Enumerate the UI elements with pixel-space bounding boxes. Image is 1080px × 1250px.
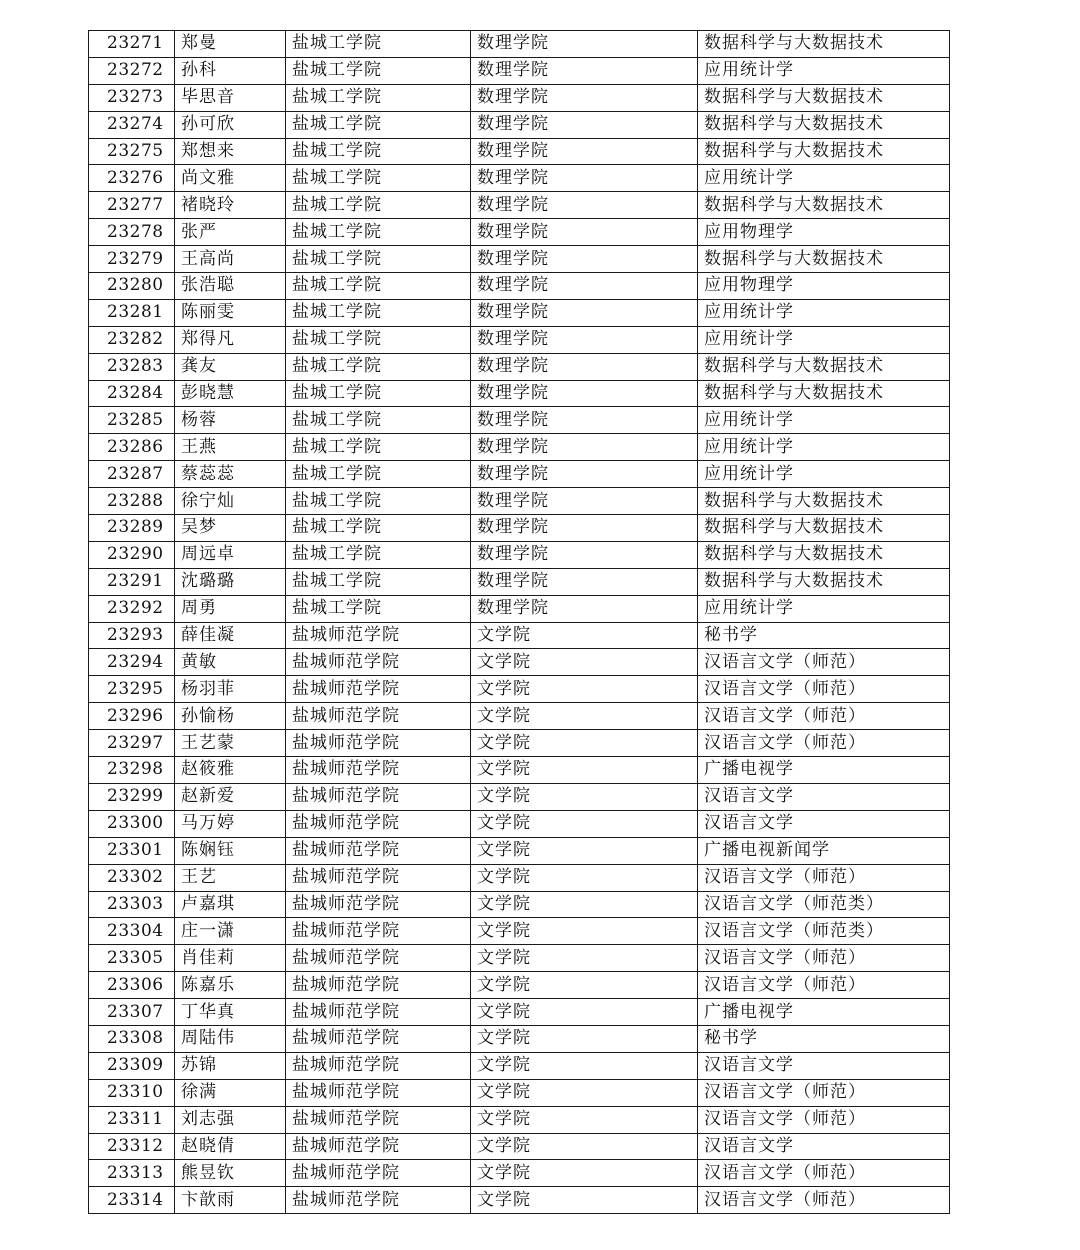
table-row [89,1106,950,1133]
student-number-cell: 23314 [89,1187,175,1214]
university-cell: 盐城工学院 [286,326,471,353]
college-cell: 文学院 [471,1160,698,1187]
student-number-cell: 23288 [89,488,175,515]
table-row [89,461,950,488]
student-name-cell: 褚晓玲 [175,192,286,219]
major-cell: 应用统计学 [698,595,950,622]
major-cell: 应用统计学 [698,299,950,326]
major-cell: 汉语言文学（师范） [698,945,950,972]
student-name-cell: 苏锦 [175,1052,286,1079]
student-name-cell: 卞歆雨 [175,1187,286,1214]
major-cell: 汉语言文学（师范） [698,1160,950,1187]
table-row [89,783,950,810]
student-name-cell: 王艺 [175,864,286,891]
college-cell: 数理学院 [471,219,698,246]
university-cell: 盐城师范学院 [286,999,471,1026]
table-row [89,515,950,542]
major-cell: 汉语言文学（师范类） [698,891,950,918]
student-number-cell: 23275 [89,138,175,165]
college-cell: 数理学院 [471,138,698,165]
major-cell: 应用统计学 [698,461,950,488]
major-cell: 汉语言文学（师范） [698,1079,950,1106]
table-row [89,84,950,111]
college-cell: 数理学院 [471,488,698,515]
table-row [89,1079,950,1106]
student-number-cell: 23286 [89,434,175,461]
college-cell: 文学院 [471,783,698,810]
university-cell: 盐城工学院 [286,299,471,326]
table-row [89,649,950,676]
student-number-cell: 23313 [89,1160,175,1187]
student-name-cell: 周远卓 [175,541,286,568]
table-row [89,299,950,326]
student-name-cell: 陈丽雯 [175,299,286,326]
student-name-cell: 熊昱钦 [175,1160,286,1187]
university-cell: 盐城工学院 [286,488,471,515]
table-row [89,31,950,58]
university-cell: 盐城师范学院 [286,972,471,999]
major-cell: 数据科学与大数据技术 [698,488,950,515]
student-number-cell: 23301 [89,837,175,864]
student-name-cell: 卢嘉琪 [175,891,286,918]
student-name-cell: 徐宁灿 [175,488,286,515]
student-number-cell: 23305 [89,945,175,972]
university-cell: 盐城师范学院 [286,676,471,703]
student-number-cell: 23295 [89,676,175,703]
university-cell: 盐城师范学院 [286,1025,471,1052]
table-row [89,622,950,649]
table-row [89,972,950,999]
major-cell: 数据科学与大数据技术 [698,246,950,273]
student-name-cell: 周勇 [175,595,286,622]
student-number-cell: 23289 [89,515,175,542]
student-number-cell: 23297 [89,730,175,757]
major-cell: 应用统计学 [698,407,950,434]
student-name-cell: 王燕 [175,434,286,461]
university-cell: 盐城工学院 [286,273,471,300]
college-cell: 数理学院 [471,541,698,568]
student-number-cell: 23273 [89,84,175,111]
college-cell: 文学院 [471,999,698,1026]
university-cell: 盐城师范学院 [286,837,471,864]
student-number-cell: 23302 [89,864,175,891]
table-row [89,595,950,622]
student-name-cell: 陈娴钰 [175,837,286,864]
major-cell: 汉语言文学 [698,1133,950,1160]
student-number-cell: 23290 [89,541,175,568]
major-cell: 汉语言文学 [698,810,950,837]
college-cell: 文学院 [471,649,698,676]
major-cell: 数据科学与大数据技术 [698,192,950,219]
student-number-cell: 23278 [89,219,175,246]
university-cell: 盐城师范学院 [286,891,471,918]
table-row [89,1025,950,1052]
college-cell: 数理学院 [471,461,698,488]
student-name-cell: 王高尚 [175,246,286,273]
college-cell: 数理学院 [471,353,698,380]
table-row [89,407,950,434]
table-row [89,1133,950,1160]
student-name-cell: 郑曼 [175,31,286,58]
major-cell: 数据科学与大数据技术 [698,31,950,58]
table-row [89,568,950,595]
university-cell: 盐城师范学院 [286,1052,471,1079]
university-cell: 盐城师范学院 [286,918,471,945]
major-cell: 汉语言文学（师范） [698,972,950,999]
student-number-cell: 23308 [89,1025,175,1052]
table-row [89,918,950,945]
major-cell: 数据科学与大数据技术 [698,138,950,165]
major-cell: 应用物理学 [698,219,950,246]
major-cell: 数据科学与大数据技术 [698,111,950,138]
university-cell: 盐城工学院 [286,380,471,407]
student-number-cell: 23304 [89,918,175,945]
university-cell: 盐城师范学院 [286,783,471,810]
table-row [89,353,950,380]
table-row [89,999,950,1026]
major-cell: 秘书学 [698,1025,950,1052]
university-cell: 盐城师范学院 [286,649,471,676]
student-number-cell: 23293 [89,622,175,649]
major-cell: 汉语言文学（师范） [698,730,950,757]
student-name-cell: 杨羽菲 [175,676,286,703]
college-cell: 文学院 [471,1106,698,1133]
student-name-cell: 张浩聪 [175,273,286,300]
student-number-cell: 23277 [89,192,175,219]
college-cell: 数理学院 [471,434,698,461]
college-cell: 文学院 [471,891,698,918]
student-number-cell: 23306 [89,972,175,999]
student-name-cell: 龚友 [175,353,286,380]
student-number-cell: 23310 [89,1079,175,1106]
student-number-cell: 23282 [89,326,175,353]
table-row [89,165,950,192]
student-name-cell: 杨蓉 [175,407,286,434]
student-name-cell: 黄敏 [175,649,286,676]
student-number-cell: 23300 [89,810,175,837]
university-cell: 盐城师范学院 [286,622,471,649]
student-number-cell: 23303 [89,891,175,918]
major-cell: 应用统计学 [698,165,950,192]
university-cell: 盐城工学院 [286,111,471,138]
university-cell: 盐城师范学院 [286,810,471,837]
college-cell: 文学院 [471,837,698,864]
student-number-cell: 23276 [89,165,175,192]
student-name-cell: 徐满 [175,1079,286,1106]
student-number-cell: 23287 [89,461,175,488]
student-number-cell: 23283 [89,353,175,380]
college-cell: 文学院 [471,1052,698,1079]
university-cell: 盐城师范学院 [286,1106,471,1133]
university-cell: 盐城师范学院 [286,1133,471,1160]
college-cell: 数理学院 [471,380,698,407]
table-row [89,810,950,837]
student-name-cell: 孙科 [175,57,286,84]
university-cell: 盐城工学院 [286,165,471,192]
student-name-cell: 刘志强 [175,1106,286,1133]
student-number-cell: 23284 [89,380,175,407]
student-list-table [88,30,950,1214]
table-row [89,864,950,891]
college-cell: 数理学院 [471,407,698,434]
college-cell: 文学院 [471,730,698,757]
table-row [89,111,950,138]
student-name-cell: 马万婷 [175,810,286,837]
college-cell: 数理学院 [471,57,698,84]
university-cell: 盐城工学院 [286,541,471,568]
student-name-cell: 丁华真 [175,999,286,1026]
table-row [89,57,950,84]
student-name-cell: 彭晓慧 [175,380,286,407]
university-cell: 盐城师范学院 [286,1160,471,1187]
student-number-cell: 23294 [89,649,175,676]
student-name-cell: 郑想来 [175,138,286,165]
student-number-cell: 23312 [89,1133,175,1160]
major-cell: 应用统计学 [698,326,950,353]
major-cell: 数据科学与大数据技术 [698,84,950,111]
student-name-cell: 郑得凡 [175,326,286,353]
college-cell: 文学院 [471,676,698,703]
student-name-cell: 肖佳莉 [175,945,286,972]
university-cell: 盐城工学院 [286,461,471,488]
college-cell: 数理学院 [471,515,698,542]
student-number-cell: 23271 [89,31,175,58]
university-cell: 盐城工学院 [286,31,471,58]
table-row [89,219,950,246]
university-cell: 盐城工学院 [286,192,471,219]
student-name-cell: 张严 [175,219,286,246]
student-number-cell: 23299 [89,783,175,810]
table-row [89,138,950,165]
student-name-cell: 赵筱雅 [175,757,286,784]
college-cell: 文学院 [471,757,698,784]
student-name-cell: 薛佳凝 [175,622,286,649]
major-cell: 应用统计学 [698,57,950,84]
college-cell: 数理学院 [471,246,698,273]
table-row [89,380,950,407]
university-cell: 盐城师范学院 [286,757,471,784]
major-cell: 汉语言文学 [698,1052,950,1079]
college-cell: 文学院 [471,810,698,837]
major-cell: 汉语言文学 [698,783,950,810]
student-name-cell: 尚文雅 [175,165,286,192]
college-cell: 文学院 [471,703,698,730]
student-name-cell: 孙可欣 [175,111,286,138]
table-row [89,434,950,461]
major-cell: 汉语言文学（师范） [698,649,950,676]
major-cell: 汉语言文学（师范） [698,676,950,703]
student-number-cell: 23292 [89,595,175,622]
major-cell: 数据科学与大数据技术 [698,515,950,542]
table-row [89,273,950,300]
college-cell: 文学院 [471,1025,698,1052]
student-name-cell: 庄一潇 [175,918,286,945]
college-cell: 文学院 [471,972,698,999]
university-cell: 盐城师范学院 [286,1079,471,1106]
major-cell: 广播电视学 [698,757,950,784]
major-cell: 汉语言文学（师范） [698,864,950,891]
university-cell: 盐城工学院 [286,84,471,111]
university-cell: 盐城工学院 [286,568,471,595]
table-row [89,488,950,515]
college-cell: 数理学院 [471,31,698,58]
student-number-cell: 23281 [89,299,175,326]
table-row [89,945,950,972]
college-cell: 数理学院 [471,192,698,219]
college-cell: 数理学院 [471,595,698,622]
major-cell: 应用物理学 [698,273,950,300]
major-cell: 汉语言文学（师范） [698,1106,950,1133]
student-name-cell: 王艺蒙 [175,730,286,757]
student-name-cell: 毕思音 [175,84,286,111]
table-row [89,1160,950,1187]
table-body [89,31,950,1214]
college-cell: 数理学院 [471,273,698,300]
student-number-cell: 23298 [89,757,175,784]
student-name-cell: 吴梦 [175,515,286,542]
major-cell: 数据科学与大数据技术 [698,380,950,407]
document-page [88,30,949,1214]
major-cell: 数据科学与大数据技术 [698,568,950,595]
student-number-cell: 23274 [89,111,175,138]
table-row [89,730,950,757]
university-cell: 盐城工学院 [286,138,471,165]
university-cell: 盐城师范学院 [286,945,471,972]
university-cell: 盐城工学院 [286,434,471,461]
college-cell: 文学院 [471,918,698,945]
table-row [89,1187,950,1214]
college-cell: 文学院 [471,864,698,891]
student-number-cell: 23296 [89,703,175,730]
college-cell: 数理学院 [471,568,698,595]
university-cell: 盐城师范学院 [286,864,471,891]
table-row [89,837,950,864]
university-cell: 盐城师范学院 [286,703,471,730]
major-cell: 应用统计学 [698,434,950,461]
student-number-cell: 23272 [89,57,175,84]
college-cell: 数理学院 [471,326,698,353]
college-cell: 数理学院 [471,299,698,326]
student-name-cell: 沈璐璐 [175,568,286,595]
student-name-cell: 赵晓倩 [175,1133,286,1160]
university-cell: 盐城工学院 [286,57,471,84]
student-number-cell: 23309 [89,1052,175,1079]
college-cell: 文学院 [471,1133,698,1160]
student-number-cell: 23285 [89,407,175,434]
university-cell: 盐城师范学院 [286,1187,471,1214]
university-cell: 盐城工学院 [286,246,471,273]
table-row [89,676,950,703]
university-cell: 盐城工学院 [286,353,471,380]
student-name-cell: 蔡蕊蕊 [175,461,286,488]
university-cell: 盐城工学院 [286,595,471,622]
college-cell: 文学院 [471,945,698,972]
major-cell: 广播电视学 [698,999,950,1026]
table-row [89,757,950,784]
student-number-cell: 23311 [89,1106,175,1133]
student-name-cell: 陈嘉乐 [175,972,286,999]
major-cell: 汉语言文学（师范类） [698,918,950,945]
student-number-cell: 23279 [89,246,175,273]
major-cell: 汉语言文学（师范） [698,1187,950,1214]
major-cell: 数据科学与大数据技术 [698,353,950,380]
university-cell: 盐城师范学院 [286,730,471,757]
student-number-cell: 23280 [89,273,175,300]
major-cell: 数据科学与大数据技术 [698,541,950,568]
student-name-cell: 周陆伟 [175,1025,286,1052]
college-cell: 文学院 [471,622,698,649]
student-number-cell: 23291 [89,568,175,595]
student-number-cell: 23307 [89,999,175,1026]
college-cell: 文学院 [471,1079,698,1106]
major-cell: 汉语言文学（师范） [698,703,950,730]
table-row [89,246,950,273]
university-cell: 盐城工学院 [286,219,471,246]
student-name-cell: 赵新爱 [175,783,286,810]
table-row [89,192,950,219]
college-cell: 数理学院 [471,111,698,138]
university-cell: 盐城工学院 [286,515,471,542]
college-cell: 数理学院 [471,165,698,192]
major-cell: 广播电视新闻学 [698,837,950,864]
student-name-cell: 孙愉杨 [175,703,286,730]
major-cell: 秘书学 [698,622,950,649]
table-row [89,541,950,568]
university-cell: 盐城工学院 [286,407,471,434]
college-cell: 数理学院 [471,84,698,111]
table-row [89,891,950,918]
table-row [89,703,950,730]
table-row [89,1052,950,1079]
table-row [89,326,950,353]
college-cell: 文学院 [471,1187,698,1214]
